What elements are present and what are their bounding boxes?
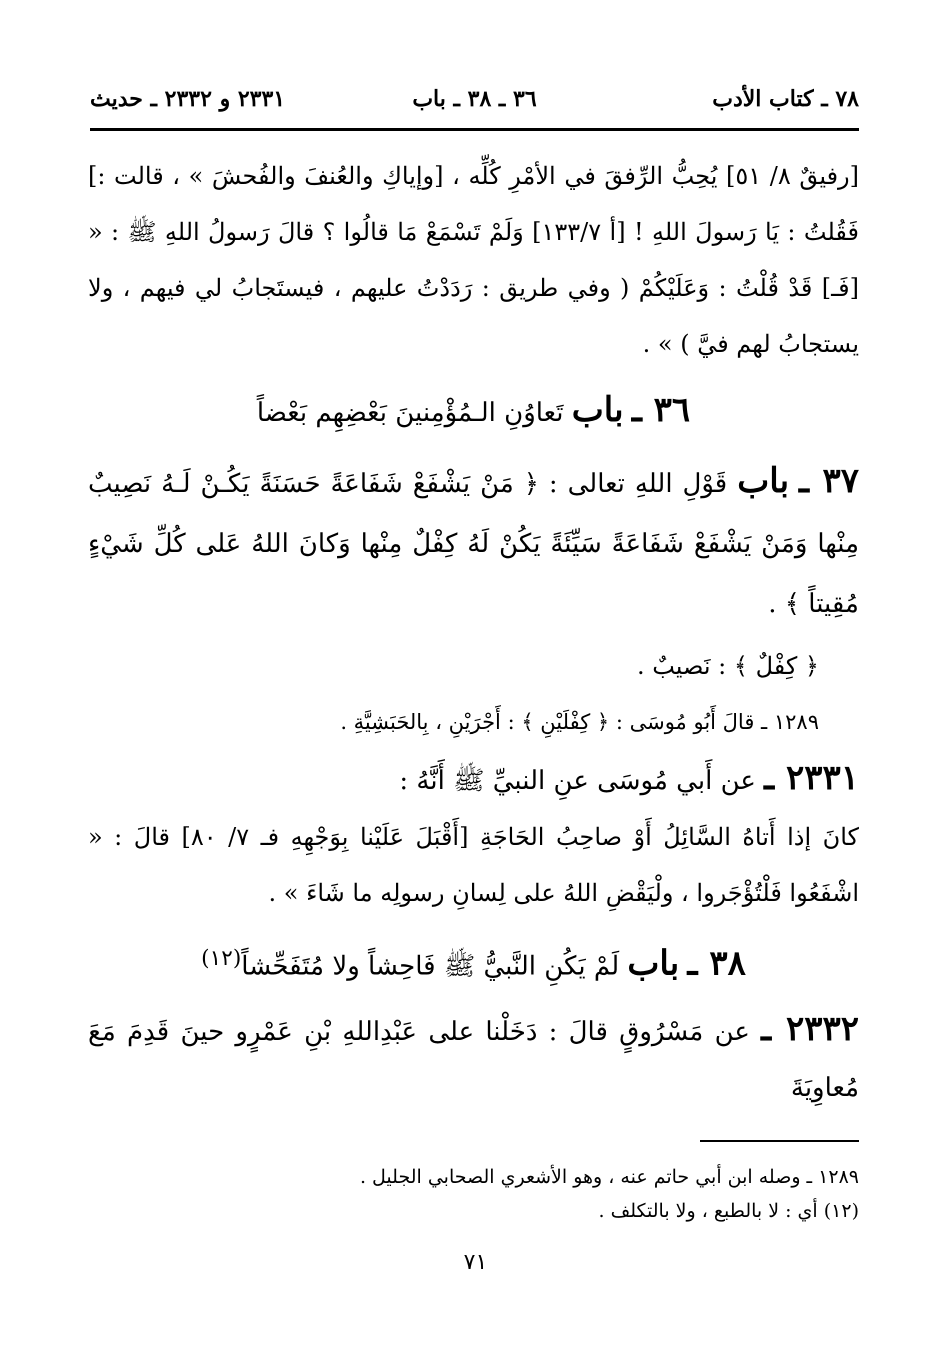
note-1289: ١٢٨٩ ـ قالَ أَبُو مُوسَى : ﴿ كِفْلَيْنِ ﴾ : أَجْرَيْنِ ، بِالحَبَشِيَّةِ .	[340, 710, 819, 734]
chapter-number: ٣٧ ـ	[799, 461, 860, 501]
footnote-rule	[700, 1140, 859, 1142]
running-header	[90, 82, 859, 116]
chapter-number: ٣٨ ـ	[687, 943, 746, 984]
hadith-2331-text: كانَ إذا أَتاهُ السَّائِلُ أَوْ صاحِبُ الحَاجَةِ [أَقْبَلَ عَلَيْنا بِوَجْهِهِ فـ ٧/ ٨٠] قالَ : « اشْفَعُوا فَلْتُؤْجَروا ، ولْيَقْضِ اللهُ على لِسانِ رسولِه ما شَاءَ » .	[88, 823, 859, 907]
main-text	[88, 148, 859, 1116]
chapter-title: تَعاوُنِ الـمُؤْمِنينَ بَعْضِهِم بَعْضاً	[256, 398, 564, 428]
footnote-marker: (١٢)	[201, 946, 242, 971]
footnotes	[90, 1160, 859, 1228]
chapter-keyword: باب	[571, 390, 624, 430]
header-rule	[90, 128, 859, 131]
paragraph-continuation: [رفيقٌ ٨/ ٥١] يُحِبُّ الرِّفقَ في الأمْرِ كُلِّه ، [وإياكِ والعُنفَ والفُحشَ » ، قالت :] فَقُلتُ : يَا رَسولَ اللهِ ! [أ ١٣٣/٧] وَلَمْ تَسْمَعْ مَا قالُوا ؟ قالَ رَسولُ اللهِ ﷺ : « [فَـ] قَدْ قُلْتُ : وَعَلَيْكُمْ ( وفي طريق : رَدَدْتُ عليهم ، فيستَجابُ لي فيهم ، ولا يستجابُ لهم فيَّ ) » .	[88, 162, 860, 358]
gloss-line: ﴿ كِفْلٌ ﴾ : نَصيبٌ .	[636, 652, 819, 680]
hadith-2331-heading	[88, 750, 859, 809]
chapter-37-heading	[88, 451, 859, 634]
chapter-38-heading	[88, 929, 859, 997]
hadith-text: عن مَسْرُوقٍ قالَ : دَخَلْنا على عَبْدِاللهِ بْنِ عَمْرٍو حينَ قَدِمَ مَعَ مُعاوِيَةَ	[88, 1016, 859, 1103]
header-hadith-range: ٢٣٣١ و ٢٣٣٢ ـ حديث	[90, 86, 286, 112]
hadith-2332-heading	[88, 1001, 859, 1116]
chapter-number: ٣٦ ـ	[631, 390, 691, 430]
hadith-isnad: عن أَبي مُوسَى عنِ النبيِّ ﷺ أَنَّهُ :	[399, 766, 756, 796]
chapter-title: لَمْ يَكُنِ النَّبيُّ ﷺ فَاحِشاً ولا مُتَفَحِّشاً	[241, 951, 620, 982]
header-chapter-range: ٣٦ ـ ٣٨ ـ باب	[412, 86, 537, 112]
footnote-1289: ١٢٨٩ ـ وصله ابن أبي حاتم عنه ، وهو الأشعري الصحابي الجليل .	[359, 1166, 859, 1188]
chapter-keyword: باب	[737, 461, 790, 501]
chapter-keyword: باب	[627, 943, 680, 984]
page-number: ٧١	[463, 1250, 488, 1275]
chapter-36-heading	[88, 380, 859, 443]
hadith-number: ٢٣٣١ ـ	[764, 758, 859, 798]
header-book-title: ٧٨ ـ كتاب الأدب	[712, 86, 859, 112]
chapter-title: قَوْلِ اللهِ تعالى : ﴿ مَنْ يَشْفَعْ شَفَاعَةً حَسَنَةً يَكُـنْ لَـهُ نَصِيبٌ مِنْها وَمَنْ يَشْفَعْ شَفَاعَةً سَيِّئَةً يَكُنْ لَهُ كِفْلٌ مِنْها وَكانَ اللهُ عَلى كُلِّ شَيْءٍ مُقِيتاً ﴾ .	[88, 469, 859, 619]
hadith-number: ٢٣٣٢ ـ	[761, 1008, 860, 1049]
footnote-12: (١٢) أي : لا بالطبع ، ولا بالتكلف .	[598, 1200, 859, 1222]
